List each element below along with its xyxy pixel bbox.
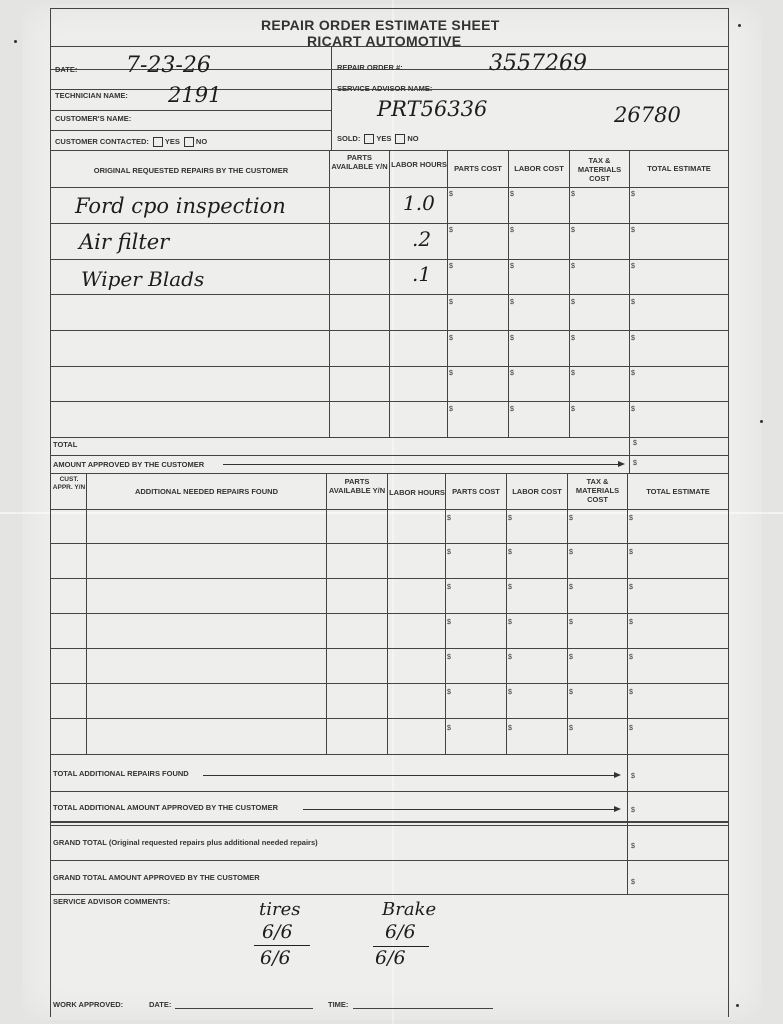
rule [569, 150, 570, 437]
rule [445, 473, 446, 754]
brake-fraction-top: 6/6 [385, 921, 416, 943]
total-additional-approved-label: TOTAL ADDITIONAL AMOUNT APPROVED BY THE CUSTOMER [53, 803, 279, 812]
yes-label: YES [376, 134, 392, 143]
contacted-no-checkbox[interactable] [184, 137, 194, 147]
grand-total-approved-label: GRAND TOTAL AMOUNT APPROVED BY THE CUSTOMER [53, 873, 260, 882]
currency-sign: $ [508, 689, 512, 696]
currency-sign: $ [449, 191, 453, 198]
customer-contacted-field [55, 137, 207, 147]
tires-note: tires [259, 899, 301, 920]
rule [389, 150, 390, 437]
repair-order-form [50, 8, 729, 1017]
currency-sign: $ [510, 299, 514, 306]
currency-sign: $ [447, 515, 451, 522]
currency-sign: $ [629, 584, 633, 591]
currency-sign: $ [447, 654, 451, 661]
col-total-estimate: TOTAL ESTIMATE [646, 487, 710, 496]
currency-sign: $ [571, 335, 575, 342]
currency-sign: $ [631, 843, 635, 850]
contacted-yes-checkbox[interactable] [153, 137, 163, 147]
currency-sign: $ [571, 227, 575, 234]
labor-hours-entry: .1 [412, 262, 432, 286]
currency-sign: $ [447, 689, 451, 696]
service-advisor-label: SERVICE ADVISOR NAME: [337, 84, 433, 93]
currency-sign: $ [449, 370, 453, 377]
rule [51, 894, 728, 895]
rule [326, 473, 327, 754]
footer-date-label: DATE: [149, 1000, 172, 1009]
service-advisor-value: PRT56336 [377, 97, 488, 121]
form-title: REPAIR ORDER ESTIMATE SHEET [261, 17, 500, 33]
repair-entry: Ford cpo inspection [75, 194, 286, 218]
col-additional-repairs: ADDITIONAL NEEDED REPAIRS FOUND [134, 487, 279, 496]
signature-line [353, 1008, 493, 1009]
rule [86, 473, 87, 754]
rule [51, 130, 331, 131]
date-value: 7-23-26 [126, 53, 211, 78]
rule [387, 473, 388, 754]
currency-sign: $ [508, 725, 512, 732]
rule [567, 473, 568, 754]
currency-sign: $ [510, 263, 514, 270]
rule [629, 150, 630, 473]
col-parts-cost: PARTS COST [454, 164, 502, 173]
currency-sign: $ [508, 654, 512, 661]
total-additional-found-label: TOTAL ADDITIONAL REPAIRS FOUND [53, 769, 189, 778]
col-labor-hours: LABOR HOURS [391, 160, 447, 169]
labor-hours-entry: .2 [412, 227, 432, 251]
advisor-extra-number: 26780 [614, 103, 681, 127]
currency-sign: $ [449, 299, 453, 306]
rule [508, 150, 509, 437]
currency-sign: $ [510, 335, 514, 342]
rule [331, 46, 332, 151]
col-original-repairs: ORIGINAL REQUESTED REPAIRS BY THE CUSTOMER [93, 166, 289, 175]
currency-sign: $ [629, 654, 633, 661]
rule [506, 473, 507, 754]
no-label: NO [195, 137, 208, 146]
currency-sign: $ [569, 584, 573, 591]
currency-sign: $ [449, 263, 453, 270]
col-parts-available: PARTS AVAILABLE Y/N [328, 477, 386, 495]
currency-sign: $ [629, 549, 633, 556]
total-label: TOTAL [53, 440, 78, 449]
sold-yes-checkbox[interactable] [364, 134, 374, 144]
currency-sign: $ [631, 263, 635, 270]
date-label: DATE: [55, 65, 78, 74]
currency-sign: $ [449, 335, 453, 342]
yes-label: YES [164, 137, 180, 146]
currency-sign: $ [631, 773, 635, 780]
currency-sign: $ [569, 549, 573, 556]
no-label: NO [407, 134, 419, 143]
currency-sign: $ [449, 406, 453, 413]
technician-label: TECHNICIAN NAME: [55, 91, 128, 100]
currency-sign: $ [447, 619, 451, 626]
currency-sign: $ [631, 879, 635, 886]
repair-entry: Wiper Blads [81, 267, 205, 291]
technician-value: 2191 [168, 83, 222, 107]
currency-sign: $ [629, 515, 633, 522]
grand-total-label: GRAND TOTAL (Original requested repairs plus additional needed repairs) [53, 838, 318, 847]
currency-sign: $ [629, 619, 633, 626]
tires-fraction-bottom: 6/6 [260, 947, 291, 969]
currency-sign: $ [569, 515, 573, 522]
rule [51, 110, 331, 111]
rule [627, 473, 628, 894]
shop-name: RICART AUTOMOTIVE [307, 33, 462, 49]
currency-sign: $ [510, 406, 514, 413]
paper-speck [736, 1004, 739, 1007]
currency-sign: $ [631, 299, 635, 306]
currency-sign: $ [508, 549, 512, 556]
amount-approved-label: AMOUNT APPROVED BY THE CUSTOMER [53, 460, 205, 469]
paper-speck [760, 420, 763, 423]
currency-sign: $ [571, 370, 575, 377]
col-total-estimate: TOTAL ESTIMATE [647, 164, 711, 173]
col-labor-cost: LABOR COST [514, 164, 564, 173]
labor-hours-entry: 1.0 [403, 191, 435, 215]
arrow-line [303, 809, 619, 810]
sold-no-checkbox[interactable] [395, 134, 405, 144]
col-tax-materials: TAX & MATERIALS COST [577, 156, 622, 183]
brake-note: Brake [382, 899, 437, 920]
currency-sign: $ [449, 227, 453, 234]
currency-sign: $ [631, 370, 635, 377]
signature-line [175, 1008, 313, 1009]
currency-sign: $ [571, 299, 575, 306]
rule [51, 455, 728, 456]
paper-speck [14, 40, 17, 43]
currency-sign: $ [629, 725, 633, 732]
arrow-line [223, 464, 623, 465]
footer-time-label: TIME: [328, 1000, 349, 1009]
rule [51, 46, 728, 47]
currency-sign: $ [569, 619, 573, 626]
col-cust-appr: CUST. APPR. Y/N [52, 476, 86, 491]
currency-sign: $ [631, 191, 635, 198]
currency-sign: $ [571, 263, 575, 270]
rule [329, 150, 330, 437]
currency-sign: $ [447, 549, 451, 556]
col-labor-hours: LABOR HOURS [389, 488, 445, 497]
customer-contacted-label: CUSTOMER CONTACTED: [55, 137, 149, 146]
currency-sign: $ [508, 515, 512, 522]
currency-sign: $ [510, 191, 514, 198]
currency-sign: $ [447, 725, 451, 732]
work-approved-label: WORK APPROVED: [53, 1000, 124, 1009]
currency-sign: $ [447, 584, 451, 591]
rule [51, 437, 728, 438]
currency-sign: $ [631, 227, 635, 234]
currency-sign: $ [571, 191, 575, 198]
currency-sign: $ [569, 689, 573, 696]
currency-sign: $ [631, 807, 635, 814]
tires-fraction-top: 6/6 [262, 921, 293, 943]
repair-order-label: REPAIR ORDER #: [337, 63, 403, 72]
currency-sign: $ [631, 406, 635, 413]
col-parts-cost: PARTS COST [452, 487, 500, 496]
currency-sign: $ [629, 689, 633, 696]
col-parts-available: PARTS AVAILABLE Y/N [331, 153, 388, 171]
currency-sign: $ [571, 406, 575, 413]
col-tax-materials: TAX & MATERIALS COST [575, 477, 620, 504]
currency-sign: $ [508, 584, 512, 591]
repair-entry: Air filter [79, 230, 170, 254]
currency-sign: $ [633, 440, 637, 447]
sold-label: SOLD: [337, 134, 361, 143]
currency-sign: $ [569, 725, 573, 732]
currency-sign: $ [510, 227, 514, 234]
currency-sign: $ [633, 460, 637, 467]
service-advisor-comments-label: SERVICE ADVISOR COMMENTS: [53, 897, 171, 906]
repair-order-value: 3557269 [489, 51, 587, 76]
arrow-line [203, 775, 619, 776]
rule [447, 150, 448, 437]
fraction-bar [254, 945, 310, 946]
sold-field [337, 134, 419, 144]
currency-sign: $ [569, 654, 573, 661]
currency-sign: $ [510, 370, 514, 377]
brake-fraction-bottom: 6/6 [375, 947, 406, 969]
col-labor-cost: LABOR COST [512, 487, 562, 496]
customer-name-label: CUSTOMER'S NAME: [55, 114, 132, 123]
paper-speck [738, 24, 741, 27]
currency-sign: $ [631, 335, 635, 342]
currency-sign: $ [508, 619, 512, 626]
